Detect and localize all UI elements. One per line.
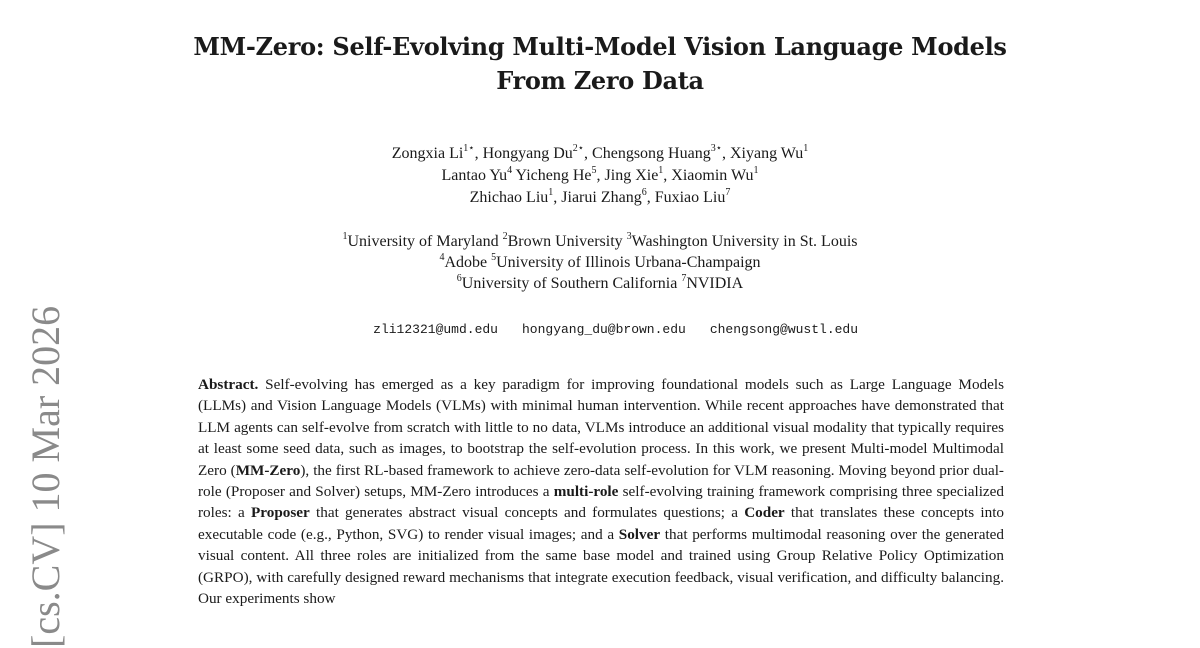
affiliation-name: NVIDIA xyxy=(686,275,744,292)
affiliation-mark: 4 xyxy=(439,251,445,263)
authors-line-1: Zongxia $Li^{1⋆}$, Hongyang $Du^{2⋆}$, Chengsong Huang$^{3⋆}$, Xiyang Wu$^1$ xyxy=(391,142,809,162)
affiliation-name: University of Illinois Urbana-Champaign xyxy=(496,254,761,271)
authors-line-3: Zhichao Liu$^1$, Jiarui Zhang$^6$, Fuxiao Liu$^7$ xyxy=(469,186,731,206)
email-list xyxy=(200,303,1000,357)
author-affiliation-mark: 5 xyxy=(591,164,597,176)
author-affiliation-mark: 7 xyxy=(725,186,731,198)
author-name: Zongxia Li xyxy=(391,145,464,162)
title-line-1: MM-Zero: Self-Evolving Multi-Model Vision Language Models xyxy=(193,32,1007,61)
abstract-bold-multi-role: multi-role xyxy=(553,483,619,501)
affiliation-mark: 2 xyxy=(502,230,508,242)
author-affiliation-mark: 6 xyxy=(641,186,647,198)
author-name: Hongyang Du xyxy=(482,145,573,162)
abstract-text-3: self-evolving training framework comprising three specialized roles: a xyxy=(198,483,1004,522)
affiliation-name: University of Maryland xyxy=(347,233,503,250)
email-1[interactable]: zli12321@umd.edu xyxy=(373,322,498,337)
author-name: Zhichao Liu xyxy=(469,189,549,206)
affiliation-name: University of Southern California xyxy=(461,275,682,292)
affiliation-mark: 3 xyxy=(626,230,632,242)
email-3[interactable]: chengsong@wustl.edu xyxy=(709,322,859,337)
abstract xyxy=(198,374,1004,609)
affiliation-list xyxy=(200,231,1000,294)
affiliation-mark: 5 xyxy=(491,251,497,263)
author-name: Jing Xie xyxy=(604,167,659,184)
affiliations-line-1 xyxy=(200,231,1000,252)
abstract-text-1: Self-evolving has emerged as a key paradigm for improving foundational models such as Large Language Models (LLMs) and Vision Language Models (VLMs) with minimal human intervention. While recent approaches have demonstrated that LLM agents can self-evolve from scratch with little to no data, VLMs introduce an additional visual modality that typically requires at least some seed data, such as images, to bootstrap the self-evolution process. In this work, we present Multi-model Multimodal Zero ( xyxy=(198,376,1004,479)
author-affiliation-mark: 4 xyxy=(507,164,513,176)
affiliation-mark: 7 xyxy=(681,272,687,284)
abstract-text-4: that generates abstract visual concepts and formulates questions; a xyxy=(309,504,745,522)
author-name: Fuxiao Liu xyxy=(654,189,726,206)
arxiv-sidebar-stamp: [cs.CV] 10 Mar 2026 xyxy=(23,305,68,648)
author-affiliation-mark: 2⋆ xyxy=(572,142,585,154)
affiliation-name: Brown University xyxy=(507,233,627,250)
author-affiliation-mark: 1 xyxy=(658,164,664,176)
email-2[interactable]: hongyang_du@brown.edu xyxy=(521,322,686,337)
author-affiliation-mark: 3⋆ xyxy=(710,142,722,154)
affiliation-name: Adobe xyxy=(444,254,492,271)
title-line-2: From Zero Data xyxy=(496,66,704,95)
author-affiliation-mark: 1⋆ xyxy=(463,142,475,154)
abstract-bold-coder: Coder xyxy=(744,504,785,522)
author-name: Jiarui Zhang xyxy=(561,189,642,206)
affiliation-mark: 1 xyxy=(342,230,348,242)
author-name: Lantao Yu xyxy=(441,167,508,184)
author-affiliation-mark: 1 xyxy=(753,164,759,176)
abstract-heading: Abstract. xyxy=(198,376,259,393)
affiliations-line-2 xyxy=(200,252,1000,273)
author-list xyxy=(200,143,1000,209)
author-name: Xiaomin Wu xyxy=(671,167,754,184)
author-name: Xiyang Wu xyxy=(729,145,804,162)
affiliation-mark: 6 xyxy=(456,272,462,284)
author-name: Chengsong Huang xyxy=(592,145,711,162)
abstract-bold-proposer: Proposer xyxy=(250,504,310,522)
author-affiliation-mark: 1 xyxy=(803,142,809,154)
author-name: Yicheng He xyxy=(515,167,592,184)
abstract-text-5: that translates these concepts into executable code (e.g., Python, SVG) to render visual images; and a xyxy=(198,504,1005,543)
abstract-text-6: that performs multimodal reasoning over the generated visual content. All three roles are initialized from the same base model and trained using Group Relative Policy Optimization (GRPO), with carefully designed reward mechanisms that integrate execution feedback, visual verification, and difficulty balancing. Our experiments show xyxy=(198,525,1004,608)
authors-line-2: Lantao Yu$^4$ Yicheng He$^5$, Jing Xie$^1$, Xiaomin Wu$^1$ xyxy=(441,164,759,184)
affiliation-name: Washington University in St. Louis xyxy=(631,233,858,250)
paper-title xyxy=(150,30,1050,98)
abstract-text-2: ), the first RL-based framework to achieve zero-data self-evolution for VLM reasoning. Moving beyond prior dual-role (Proposer and Solver) setups, MM-Zero introduces a xyxy=(198,461,1004,501)
abstract-bold-solver: Solver xyxy=(618,525,661,543)
affiliations-line-3 xyxy=(200,273,1000,294)
abstract-bold-mm-zero: MM-Zero xyxy=(235,461,301,479)
author-affiliation-mark: 1 xyxy=(548,186,554,198)
